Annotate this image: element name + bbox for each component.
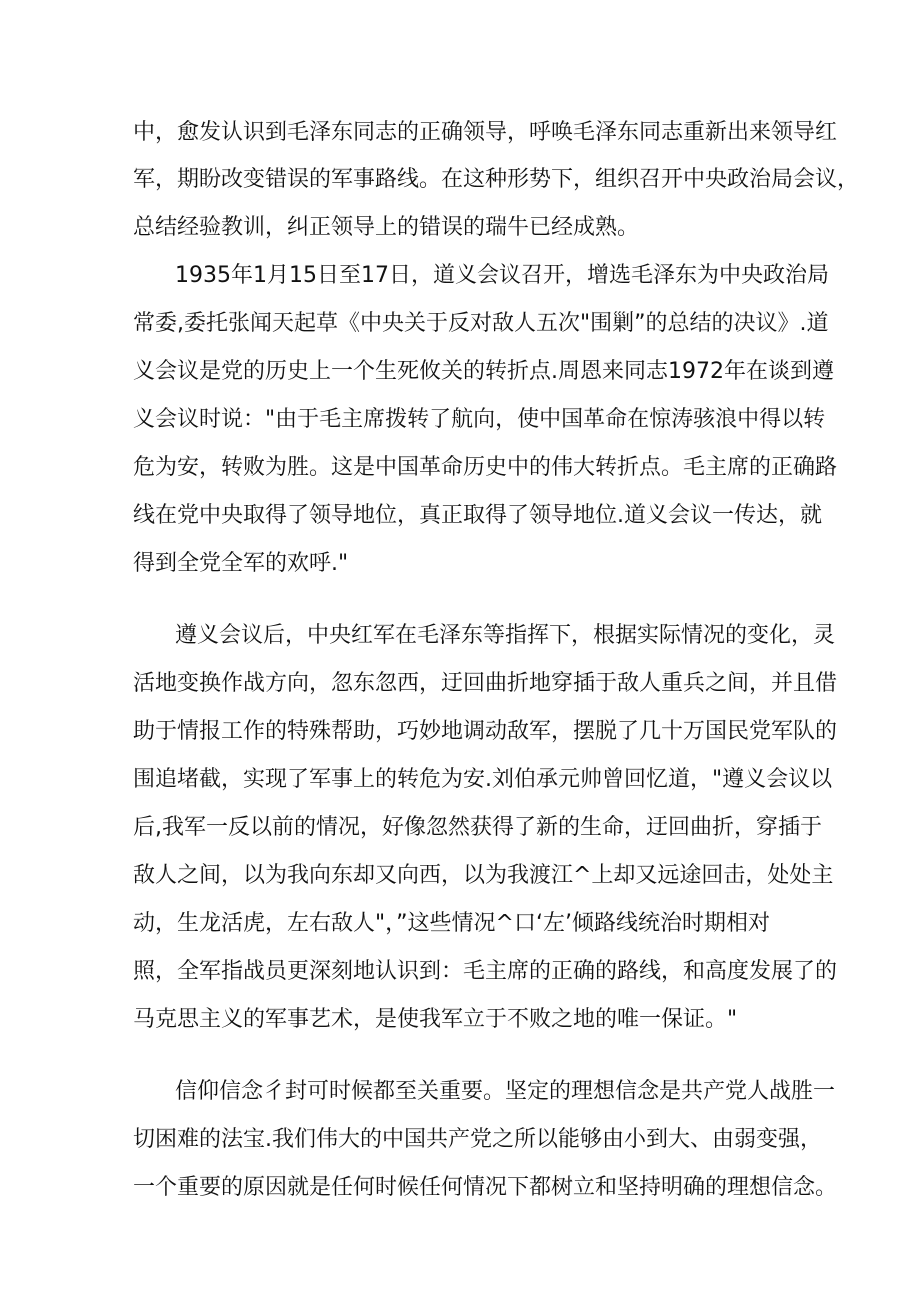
- text-line: 后,我军一反以前的情况，好像忽然获得了新的生命，迂回曲折，穿插于: [133, 815, 822, 840]
- text-line: 线在党中央取得了领导地位，真正取得了领导地位.道义会议一传达，就: [133, 503, 822, 528]
- text-line: 活地变换作战方向，忽东忽西，迂回曲折地穿插于敌人重兵之间，并且借: [133, 671, 838, 696]
- text-line: 危为安，转败为胜。这是中国革命历史中的伟大转折点。毛主席的正确路: [133, 455, 838, 480]
- text-line: 遵义会议后，中央红军在毛泽东等指挥下，根据实际情况的变化，灵: [175, 623, 836, 648]
- text-line: 马克思主义的军事艺术，是使我军立于不败之地的唯一保证。": [133, 1007, 738, 1032]
- text-line: 义会议是党的历史上一个生死攸关的转折点.周恩来同志1972年在谈到遵: [133, 359, 834, 384]
- text-line: 义会议时说："由于毛主席拨转了航向，使中国革命在惊涛骇浪中得以转: [133, 407, 826, 432]
- text-line: 切困难的法宝.我们伟大的中国共产党之所以能够由小到大、由弱变强，: [133, 1127, 822, 1152]
- text-line: 军，期盼改变错误的军事路线。在这种形势下，组织召开中央政治局会议，: [133, 167, 860, 192]
- text-line: 总结经验教训，纠正领导上的错误的瑞牛已经成熟。: [133, 215, 640, 240]
- text-line: 围追堵截，实现了军事上的转危为安.刘伯承元帅曾回忆道，"遵义会议以: [133, 767, 833, 792]
- text-line: 1935年1月15日至17日，道义会议召开，增选毛泽东为中央政治局: [175, 263, 829, 288]
- text-line: 照，全军指战员更深刻地认识到：毛主席的正确的路线，和高度发展了的: [133, 959, 838, 984]
- text-line: 中，愈发认识到毛泽东同志的正确领导，呼唤毛泽东同志重新出来领导红: [133, 120, 838, 145]
- text-line: 一个重要的原因就是任何时候任何情况下都树立和坚持明确的理想信念。: [133, 1175, 838, 1200]
- text-line: 信仰信念彳封可时候都至关重要。坚定的理想信念是共产党人战胜一: [175, 1079, 836, 1104]
- text-line: 敌人之间，以为我向东却又向西，以为我渡江^上却又远途回击，处处主: [133, 863, 834, 888]
- text-line: 常委,委托张闻天起草《中央关于反对敌人五次"围剿”的总结的决议》.道: [133, 311, 829, 336]
- text-line: 助于情报工作的特殊帮助，巧妙地调动敌军，摆脱了几十万国民党军队的: [133, 719, 838, 744]
- text-line: 动，生龙活虎，左右敌人"，”这些情况^口‘左’倾路线统治时期相对: [133, 911, 770, 936]
- text-line: 得到全党全军的欢呼.": [133, 551, 349, 576]
